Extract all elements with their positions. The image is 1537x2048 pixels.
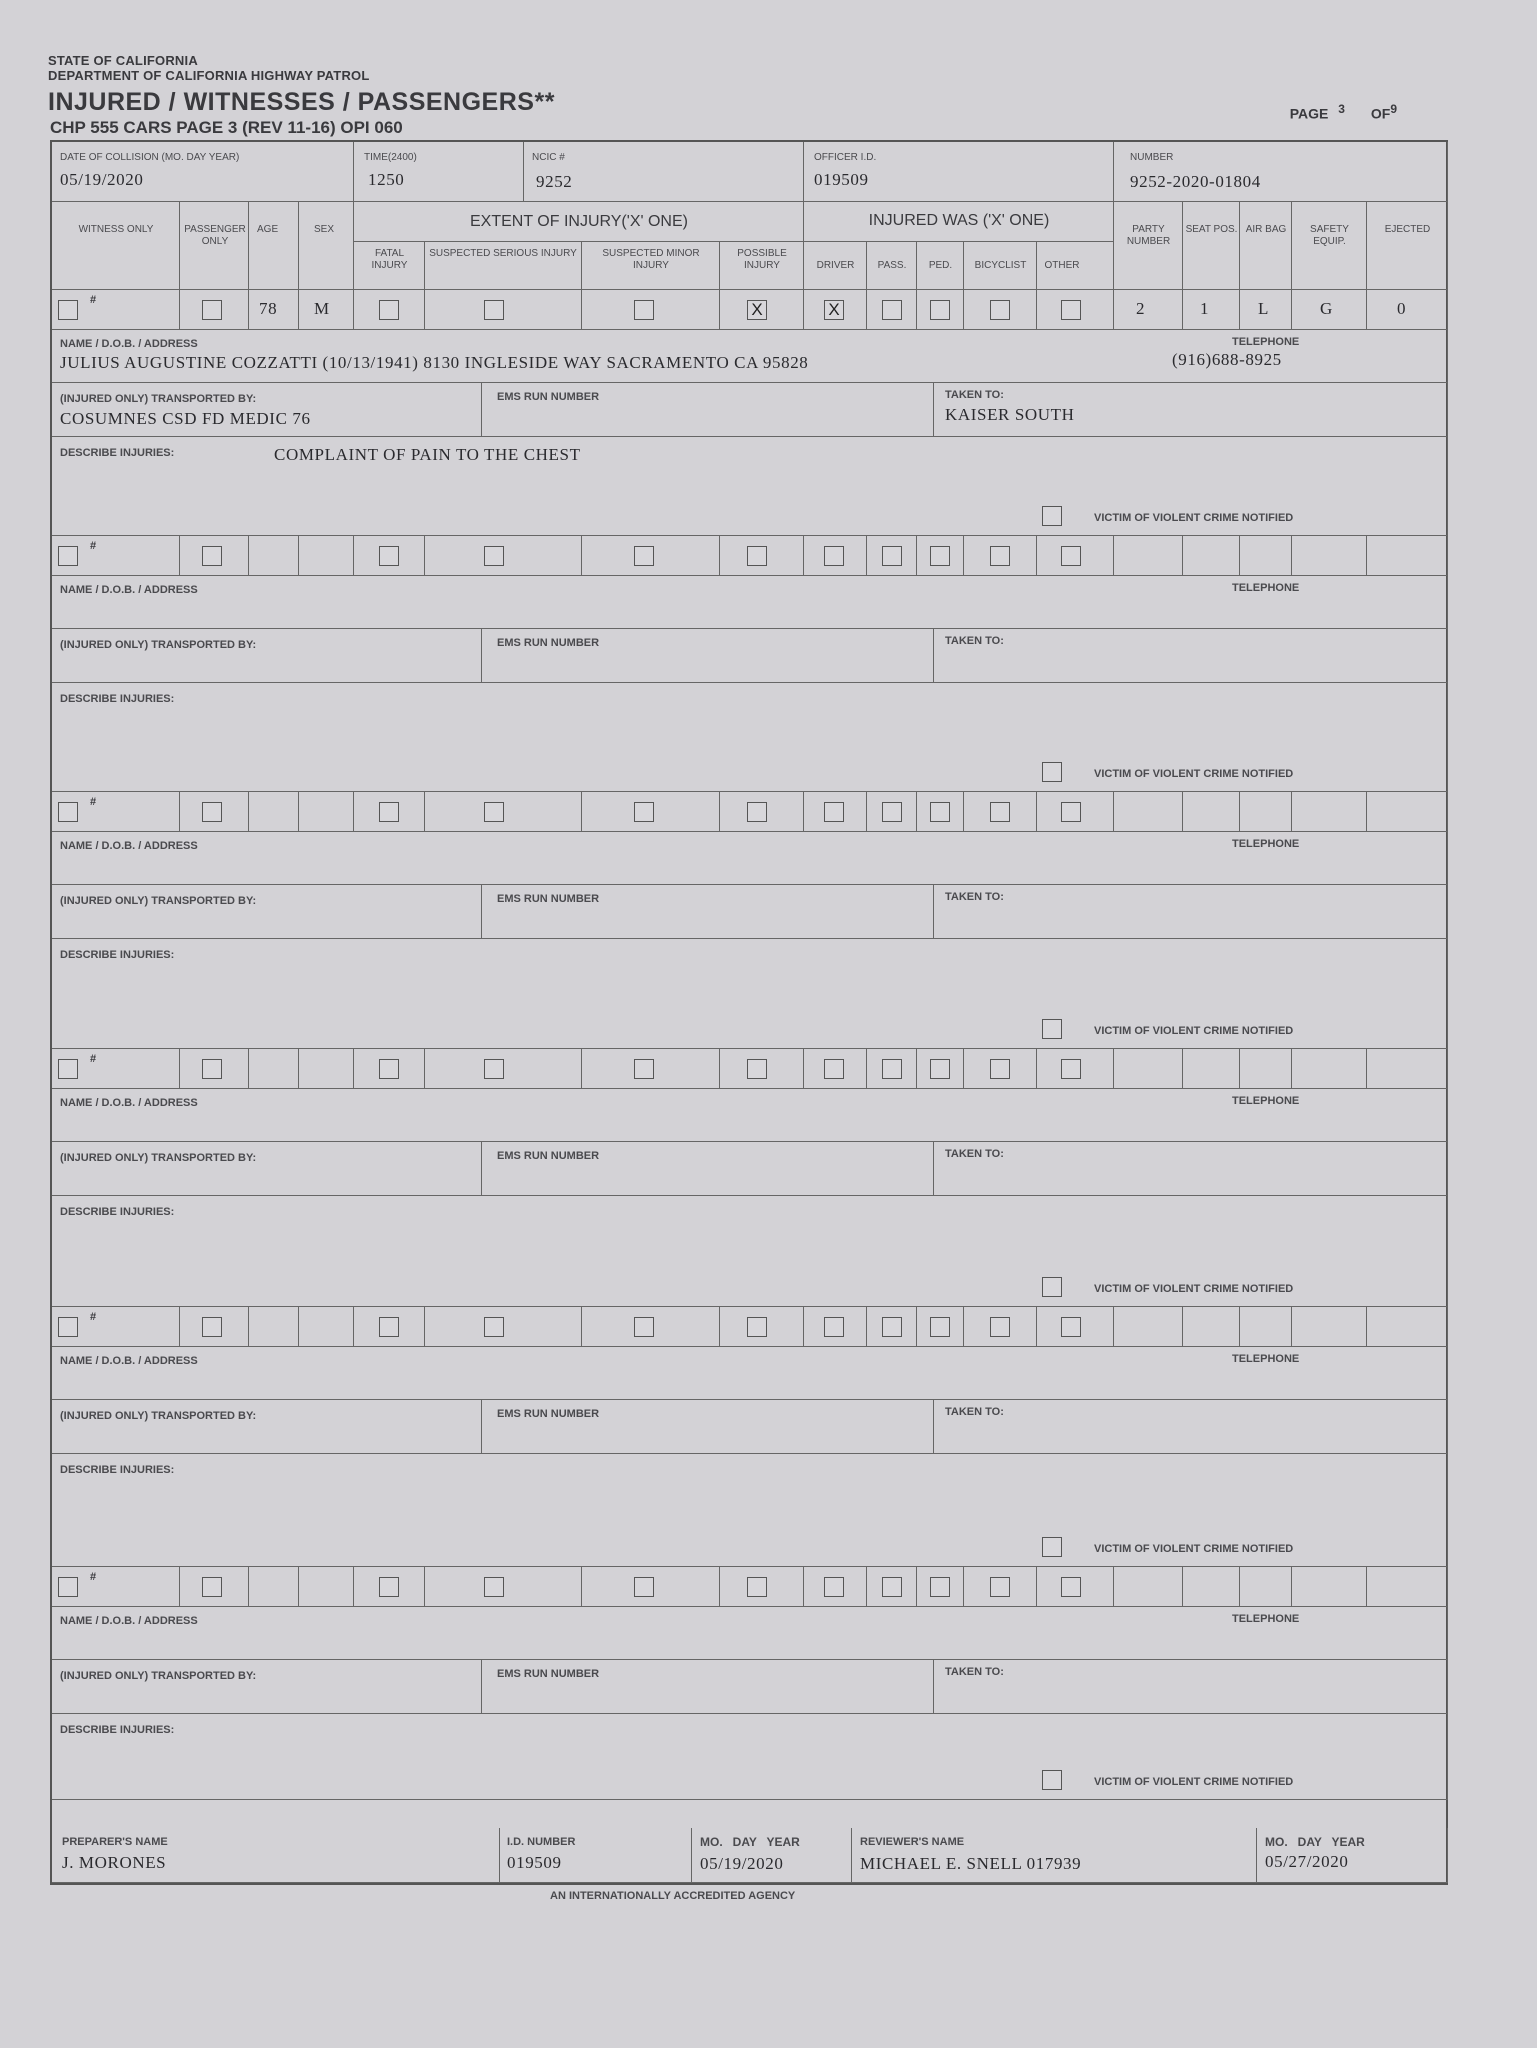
entry-1-fatal-checkbox[interactable] (379, 300, 399, 320)
entry-1-ems-label: EMS RUN NUMBER (497, 391, 600, 403)
entry-2-pass-checkbox[interactable] (882, 546, 902, 566)
entry-3-witness-checkbox[interactable] (58, 802, 78, 822)
col-seat (1183, 202, 1240, 290)
entry-3-saf-cell (1292, 792, 1367, 832)
ncic-number: 9252 (536, 172, 573, 191)
entry-2-sex-cell (299, 536, 354, 576)
entry-3-passenger-checkbox[interactable] (202, 802, 222, 822)
officer-id: 019509 (814, 170, 869, 189)
entry-1-pass-checkbox[interactable] (882, 300, 902, 320)
entry-5-possible-checkbox[interactable] (747, 1317, 767, 1337)
entry-3-telephone-label: TELEPHONE (1232, 838, 1300, 850)
entry-2-taken-label: TAKEN TO: (945, 635, 1004, 647)
entry-1-safety-equip[interactable]: G (1320, 299, 1333, 318)
entry-6-sea-cell (1183, 1567, 1240, 1607)
entry-5-sea-cell (1183, 1307, 1240, 1347)
entry-5-pass-checkbox[interactable] (882, 1317, 902, 1337)
entry-6-hash: # (90, 1571, 97, 1583)
entry-6-transported-label: (INJURED ONLY) TRANSPORTED BY: (60, 1670, 257, 1682)
entry-1-minor-checkbox[interactable] (634, 300, 654, 320)
collision-time: 1250 (368, 170, 405, 189)
entry-5-describe-label: DESCRIBE INJURIES: (60, 1464, 175, 1476)
page-total: 9 (1390, 102, 1397, 116)
entry-3-name-label: NAME / D.O.B. / ADDRESS (60, 840, 198, 852)
entry-4-air-cell (1240, 1049, 1292, 1089)
entry-4-sex-cell (299, 1049, 354, 1089)
entry-4-taken-cell (934, 1142, 1448, 1196)
entry-3-bicyclist-checkbox[interactable] (990, 802, 1010, 822)
entry-4-driver-checkbox[interactable] (824, 1059, 844, 1079)
entry-2-serious-checkbox[interactable] (484, 546, 504, 566)
id-number[interactable]: 019509 (507, 1853, 562, 1872)
entry-3-serious-checkbox[interactable] (484, 802, 504, 822)
bicyclist-header: BICYCLIST (974, 260, 1027, 271)
report-number-label: NUMBER (1130, 152, 1174, 163)
entry-4-witness-checkbox[interactable] (58, 1059, 78, 1079)
entry-2-bicyclist-checkbox[interactable] (990, 546, 1010, 566)
entry-2-victim-checkbox[interactable] (1042, 762, 1062, 782)
entry-5-serious-checkbox[interactable] (484, 1317, 504, 1337)
entry-1-seat-pos[interactable]: 1 (1200, 299, 1210, 318)
entry-3-pass-checkbox[interactable] (882, 802, 902, 822)
entry-4-pass-checkbox[interactable] (882, 1059, 902, 1079)
entry-2-sea-cell (1183, 536, 1240, 576)
entry-3-taken-cell (934, 885, 1448, 939)
entry-3-describe-label: DESCRIBE INJURIES: (60, 949, 175, 961)
entry-3-fatal-checkbox[interactable] (379, 802, 399, 822)
entry-5-victim-label: VICTIM OF VIOLENT CRIME NOTIFIED (1094, 1543, 1294, 1555)
entry-6-age-cell (249, 1567, 299, 1607)
entry-4-eje-cell (1367, 1049, 1448, 1089)
entry-4-saf-cell (1292, 1049, 1367, 1089)
entry-3-other-checkbox[interactable] (1061, 802, 1081, 822)
entry-2-name-label: NAME / D.O.B. / ADDRESS (60, 584, 198, 596)
entry-6-eje-cell (1367, 1567, 1448, 1607)
entry-3-ped-checkbox[interactable] (930, 802, 950, 822)
entry-1-witness-checkbox[interactable] (58, 300, 78, 320)
entry-1-airbag[interactable]: L (1258, 299, 1269, 318)
entry-4-transported-label: (INJURED ONLY) TRANSPORTED BY: (60, 1152, 257, 1164)
page-label: PAGE (1289, 105, 1329, 122)
entry-2-hash: # (90, 540, 97, 552)
entry-1-telephone-label: TELEPHONE (1232, 336, 1300, 348)
entry-5-other-checkbox[interactable] (1061, 1317, 1081, 1337)
party-number-header: PARTY NUMBER (1126, 224, 1171, 247)
entry-4-name-label: NAME / D.O.B. / ADDRESS (60, 1097, 198, 1109)
time-label: TIME(2400) (364, 152, 417, 163)
entry-2-fatal-checkbox[interactable] (379, 546, 399, 566)
entry-5-minor-checkbox[interactable] (634, 1317, 654, 1337)
entry-6-ems-label: EMS RUN NUMBER (497, 1668, 600, 1680)
prep-date-label: MO. DAY YEAR (700, 1835, 800, 1849)
entry-6-describe-label: DESCRIBE INJURIES: (60, 1724, 175, 1736)
ejected-header: EJECTED (1384, 224, 1431, 235)
extent-of-injury-header: EXTENT OF INJURY('X' ONE) (470, 213, 688, 230)
entry-5-hash: # (90, 1311, 97, 1323)
entry-4-taken-label: TAKEN TO: (945, 1148, 1004, 1160)
entry-5-telephone-label: TELEPHONE (1232, 1353, 1300, 1365)
entry-2-driver-checkbox[interactable] (824, 546, 844, 566)
entry-1-party-number[interactable]: 2 (1136, 299, 1146, 318)
entry-1-eje-cell (1367, 290, 1448, 330)
entry-5-eje-cell (1367, 1307, 1448, 1347)
entry-6-taken-label: TAKEN TO: (945, 1666, 1004, 1678)
entry-1-telephone-value[interactable]: (916)688-8925 (1172, 350, 1282, 369)
entry-1-taken-label: TAKEN TO: (945, 389, 1004, 401)
col-sex (299, 202, 354, 290)
preparer-name[interactable]: J. MORONES (62, 1853, 167, 1872)
entry-2-minor-checkbox[interactable] (634, 546, 654, 566)
passenger-only-header: PASSENGER ONLY (184, 224, 246, 247)
entry-6-serious-checkbox[interactable] (484, 1577, 504, 1597)
entry-2-describe-label: DESCRIBE INJURIES: (60, 693, 175, 705)
entry-5-ems-label: EMS RUN NUMBER (497, 1408, 600, 1420)
entry-6-minor-checkbox[interactable] (634, 1577, 654, 1597)
prep-date[interactable]: 05/19/2020 (700, 1854, 784, 1873)
entry-3-possible-checkbox[interactable] (747, 802, 767, 822)
entry-6-passenger-checkbox[interactable] (202, 1577, 222, 1597)
entry-4-victim-checkbox[interactable] (1042, 1277, 1062, 1297)
entry-5-transported-cell (52, 1400, 482, 1454)
injured-was-header: INJURED WAS ('X' ONE) (868, 212, 1050, 229)
entry-1-victim-label: VICTIM OF VIOLENT CRIME NOTIFIED (1094, 512, 1294, 524)
entry-4-serious-checkbox[interactable] (484, 1059, 504, 1079)
col-age (249, 202, 299, 290)
entry-6-par-cell (1114, 1567, 1183, 1607)
entry-4-hash: # (90, 1053, 97, 1065)
officer-id-label: OFFICER I.D. (814, 152, 877, 163)
injury-form (50, 140, 1448, 1885)
entry-2-transported-cell (52, 629, 482, 683)
entry-5-passenger-checkbox[interactable] (202, 1317, 222, 1337)
entry-1-name-value[interactable]: JULIUS AUGUSTINE COZZATTI (10/13/1941) 8130 INGLESIDE WAY SACRAMENTO CA 95828 (60, 353, 809, 372)
possible-header: POSSIBLE INJURY (737, 248, 787, 271)
entry-5-taken-label: TAKEN TO: (945, 1406, 1004, 1418)
entry-1-taken-value[interactable]: KAISER SOUTH (945, 405, 1075, 424)
form-title: INJURED / WITNESSES / PASSENGERS** (48, 88, 555, 116)
entry-6-telephone-label: TELEPHONE (1232, 1613, 1300, 1625)
entry-4-ems-label: EMS RUN NUMBER (497, 1150, 600, 1162)
date-label: DATE OF COLLISION (MO. DAY YEAR) (60, 152, 240, 163)
entry-5-par-cell (1114, 1307, 1183, 1347)
entry-3-sex-cell (299, 792, 354, 832)
safety-equip-header: SAFETY EQUIP. (1310, 224, 1349, 247)
entry-6-air-cell (1240, 1567, 1292, 1607)
entry-6-driver-checkbox[interactable] (824, 1577, 844, 1597)
entry-1-victim-checkbox[interactable] (1042, 506, 1062, 526)
entry-4-possible-checkbox[interactable] (747, 1059, 767, 1079)
col-ejected (1367, 202, 1448, 290)
entry-5-witness-checkbox[interactable] (58, 1317, 78, 1337)
entry-5-saf-cell (1292, 1307, 1367, 1347)
agency-line-2: DEPARTMENT OF CALIFORNIA HIGHWAY PATROL (48, 68, 370, 83)
col-witness (52, 202, 180, 290)
entry-6-taken-cell (934, 1660, 1448, 1714)
entry-3-par-cell (1114, 792, 1183, 832)
entry-5-fatal-checkbox[interactable] (379, 1317, 399, 1337)
entry-3-driver-checkbox[interactable] (824, 802, 844, 822)
witness-only-header: WITNESS ONLY (78, 224, 154, 235)
ncic-label: NCIC # (532, 152, 565, 163)
entry-5-bicyclist-checkbox[interactable] (990, 1317, 1010, 1337)
entry-4-ped-checkbox[interactable] (930, 1059, 950, 1079)
entry-6-fatal-checkbox[interactable] (379, 1577, 399, 1597)
entry-2-victim-label: VICTIM OF VIOLENT CRIME NOTIFIED (1094, 768, 1294, 780)
entry-6-bicyclist-checkbox[interactable] (990, 1577, 1010, 1597)
entry-1-driver-checkbox[interactable]: X (824, 300, 844, 320)
entry-2-ems-label: EMS RUN NUMBER (497, 637, 600, 649)
entry-6-pass-checkbox[interactable] (882, 1577, 902, 1597)
entry-5-victim-checkbox[interactable] (1042, 1537, 1062, 1557)
entry-5-air-cell (1240, 1307, 1292, 1347)
entry-3-air-cell (1240, 792, 1292, 832)
entry-4-victim-label: VICTIM OF VIOLENT CRIME NOTIFIED (1094, 1283, 1294, 1295)
entry-1-sea-cell (1183, 290, 1240, 330)
entry-2-witness-checkbox[interactable] (58, 546, 78, 566)
entry-2-taken-cell (934, 629, 1448, 683)
fatal-header: FATAL INJURY (371, 248, 408, 271)
entry-5-ped-checkbox[interactable] (930, 1317, 950, 1337)
entry-5-taken-cell (934, 1400, 1448, 1454)
entry-1-sex[interactable]: M (314, 299, 330, 318)
entry-3-eje-cell (1367, 792, 1448, 832)
entry-1-describe-label: DESCRIBE INJURIES: (60, 447, 175, 459)
entry-5-transported-label: (INJURED ONLY) TRANSPORTED BY: (60, 1410, 257, 1422)
col-airbag (1240, 202, 1292, 290)
entry-1-other-checkbox[interactable] (1061, 300, 1081, 320)
report-number: 9252-2020-01804 (1130, 172, 1261, 191)
entry-1-transported-value[interactable]: COSUMNES CSD FD MEDIC 76 (60, 409, 311, 428)
entry-6-saf-cell (1292, 1567, 1367, 1607)
entry-5-sex-cell (299, 1307, 354, 1347)
entry-1-ped-checkbox[interactable] (930, 300, 950, 320)
entry-4-minor-checkbox[interactable] (634, 1059, 654, 1079)
entry-4-fatal-checkbox[interactable] (379, 1059, 399, 1079)
entry-1-serious-checkbox[interactable] (484, 300, 504, 320)
entry-1-transported-label: (INJURED ONLY) TRANSPORTED BY: (60, 393, 257, 405)
form-id: CHP 555 CARS PAGE 3 (REV 11-16) OPI 060 (50, 118, 403, 137)
entry-6-transported-cell (52, 1660, 482, 1714)
entry-4-par-cell (1114, 1049, 1183, 1089)
entry-4-telephone-label: TELEPHONE (1232, 1095, 1300, 1107)
id-number-label: I.D. NUMBER (507, 1836, 576, 1848)
review-date-label: MO. DAY YEAR (1265, 1835, 1365, 1849)
entry-6-victim-label: VICTIM OF VIOLENT CRIME NOTIFIED (1094, 1776, 1294, 1788)
agency-line-1: STATE OF CALIFORNIA (48, 53, 198, 68)
entry-5-driver-checkbox[interactable] (824, 1317, 844, 1337)
entry-2-eje-cell (1367, 536, 1448, 576)
reviewer-label: REVIEWER'S NAME (860, 1836, 965, 1848)
collision-date: 05/19/2020 (60, 170, 144, 189)
entry-2-saf-cell (1292, 536, 1367, 576)
entry-3-minor-checkbox[interactable] (634, 802, 654, 822)
entry-6-name-label: NAME / D.O.B. / ADDRESS (60, 1615, 198, 1627)
age-header: AGE (257, 224, 279, 235)
entry-1-bicyclist-checkbox[interactable] (990, 300, 1010, 320)
entry-2-telephone-label: TELEPHONE (1232, 582, 1300, 594)
entry-4-passenger-checkbox[interactable] (202, 1059, 222, 1079)
entry-1-possible-checkbox[interactable]: X (747, 300, 767, 320)
other-header: OTHER (1044, 260, 1080, 271)
entry-4-age-cell (249, 1049, 299, 1089)
entry-3-ems-label: EMS RUN NUMBER (497, 893, 600, 905)
entry-3-transported-cell (52, 885, 482, 939)
entry-1-passenger-checkbox[interactable] (202, 300, 222, 320)
entry-3-sea-cell (1183, 792, 1240, 832)
entry-4-other-checkbox[interactable] (1061, 1059, 1081, 1079)
entry-2-other-checkbox[interactable] (1061, 546, 1081, 566)
reviewer-name[interactable]: MICHAEL E. SNELL 017939 (860, 1854, 1082, 1873)
driver-header: DRIVER (816, 260, 855, 271)
minor-header: SUSPECTED MINOR INJURY (602, 248, 700, 271)
entry-2-ped-checkbox[interactable] (930, 546, 950, 566)
entry-6-ped-checkbox[interactable] (930, 1577, 950, 1597)
entry-1-age[interactable]: 78 (259, 299, 278, 318)
of-label: OF (1370, 105, 1391, 122)
entry-6-victim-checkbox[interactable] (1042, 1770, 1062, 1790)
entry-6-sex-cell (299, 1567, 354, 1607)
entry-3-victim-checkbox[interactable] (1042, 1019, 1062, 1039)
accredited-note: AN INTERNATIONALLY ACCREDITED AGENCY (550, 1890, 796, 1902)
entry-1-describe-value[interactable]: COMPLAINT OF PAIN TO THE CHEST (274, 445, 581, 464)
page-number: 3 (1338, 102, 1345, 116)
entry-6-possible-checkbox[interactable] (747, 1577, 767, 1597)
entry-3-transported-label: (INJURED ONLY) TRANSPORTED BY: (60, 895, 257, 907)
entry-2-air-cell (1240, 536, 1292, 576)
entry-3-taken-label: TAKEN TO: (945, 891, 1004, 903)
entry-1-par-cell (1114, 290, 1183, 330)
entry-6-witness-checkbox[interactable] (58, 1577, 78, 1597)
entry-2-age-cell (249, 536, 299, 576)
entry-4-describe-label: DESCRIBE INJURIES: (60, 1206, 175, 1218)
review-date[interactable]: 05/27/2020 (1265, 1852, 1349, 1871)
entry-4-bicyclist-checkbox[interactable] (990, 1059, 1010, 1079)
entry-4-transported-cell (52, 1142, 482, 1196)
entry-1-hash: # (90, 294, 97, 306)
pass-header: PASS. (877, 260, 907, 271)
sex-header: SEX (314, 224, 335, 235)
preparer-label: PREPARER'S NAME (62, 1836, 168, 1848)
entry-2-par-cell (1114, 536, 1183, 576)
page-indicator (1290, 102, 1397, 122)
ped-header: PED. (928, 260, 953, 271)
seat-pos-header: SEAT POS. (1185, 224, 1238, 235)
entry-6-other-checkbox[interactable] (1061, 1577, 1081, 1597)
serious-header: SUSPECTED SERIOUS INJURY (429, 248, 577, 259)
entry-2-transported-label: (INJURED ONLY) TRANSPORTED BY: (60, 639, 257, 651)
entry-5-name-label: NAME / D.O.B. / ADDRESS (60, 1355, 198, 1367)
entry-3-victim-label: VICTIM OF VIOLENT CRIME NOTIFIED (1094, 1025, 1294, 1037)
entry-2-possible-checkbox[interactable] (747, 546, 767, 566)
entry-5-age-cell (249, 1307, 299, 1347)
entry-3-hash: # (90, 796, 97, 808)
entry-2-passenger-checkbox[interactable] (202, 546, 222, 566)
entry-3-age-cell (249, 792, 299, 832)
airbag-header: AIR BAG (1245, 224, 1287, 235)
entry-1-ejected[interactable]: 0 (1397, 299, 1407, 318)
entry-4-sea-cell (1183, 1049, 1240, 1089)
entry-1-name-label: NAME / D.O.B. / ADDRESS (60, 338, 198, 350)
